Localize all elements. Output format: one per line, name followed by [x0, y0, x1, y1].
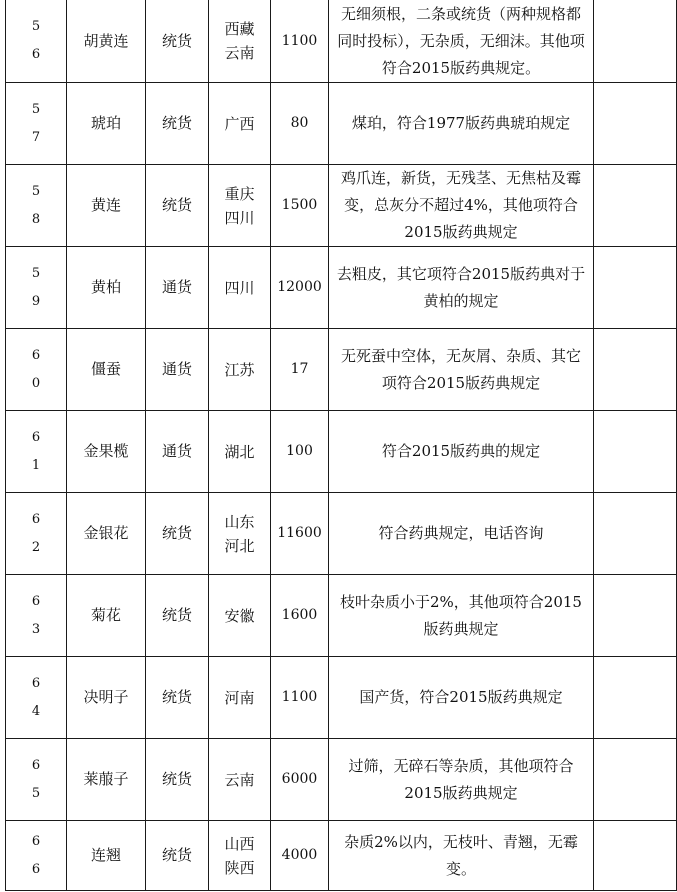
quantity: 17: [271, 329, 329, 411]
quantity: 6000: [271, 739, 329, 821]
table-row: [6, 329, 677, 411]
row-number-digit: 5: [31, 19, 41, 34]
remarks: [594, 821, 677, 891]
grade: 统货: [146, 739, 209, 821]
row-number-digit: 6: [31, 861, 41, 877]
quality-requirement: 去粗皮，其它项符合2015版药典对于黄柏的规定: [329, 247, 594, 329]
herb-procurement-table: [5, 0, 677, 891]
origin-place: 陕西: [224, 858, 255, 877]
quantity: 100: [271, 411, 329, 493]
row-number: [6, 165, 67, 247]
herb-name: 莱菔子: [67, 739, 146, 821]
origin-place: 云南: [224, 770, 255, 789]
herb-name: 菊花: [67, 575, 146, 657]
origin-place: 河北: [224, 536, 255, 555]
row-number: [6, 247, 67, 329]
row-number-digit: 6: [31, 511, 41, 527]
origin-place: 四川: [224, 278, 255, 297]
table-row: [6, 165, 677, 247]
grade: 通货: [146, 329, 209, 411]
origin: [209, 0, 271, 83]
table-body: [6, 0, 677, 891]
herb-name: 琥珀: [67, 83, 146, 165]
origin: [209, 165, 271, 247]
origin: [209, 493, 271, 575]
table-row: [6, 575, 677, 657]
herb-name: 胡黄连: [67, 0, 146, 83]
row-number-digit: 6: [31, 47, 41, 62]
row-number: [6, 657, 67, 739]
remarks: [594, 83, 677, 165]
quantity: 1100: [271, 657, 329, 739]
grade: 统货: [146, 83, 209, 165]
table-row: [6, 657, 677, 739]
origin: [209, 83, 271, 165]
origin: [209, 411, 271, 493]
row-number-digit: 0: [31, 375, 41, 391]
herb-name: 连翘: [67, 821, 146, 891]
origin-place: 河南: [224, 688, 255, 707]
origin-place: 安徽: [224, 606, 255, 625]
table-row: [6, 83, 677, 165]
table-row: [6, 821, 677, 891]
herb-name: 金果榄: [67, 411, 146, 493]
origin-place: 西藏: [224, 20, 255, 38]
herb-name: 僵蚕: [67, 329, 146, 411]
origin-place: 山东: [224, 512, 255, 531]
remarks: [594, 657, 677, 739]
origin: [209, 821, 271, 891]
quantity: 80: [271, 83, 329, 165]
origin-place: 广西: [224, 114, 255, 133]
row-number-digit: 6: [31, 675, 41, 691]
quality-requirement: 国产货，符合2015版药典规定: [329, 657, 594, 739]
quantity: 1600: [271, 575, 329, 657]
grade: 统货: [146, 575, 209, 657]
grade: 统货: [146, 657, 209, 739]
quality-requirement: 鸡爪连，新货，无残茎、无焦枯及霉变，总灰分不超过4%，其他项符合2015版药典规定: [329, 165, 594, 247]
row-number-digit: 1: [31, 457, 41, 473]
row-number-digit: 3: [31, 621, 41, 637]
origin-place: 山西: [224, 834, 255, 853]
quality-requirement: 煤珀，符合1977版药典琥珀规定: [329, 83, 594, 165]
table-row: [6, 739, 677, 821]
table-row: [6, 0, 677, 83]
row-number-digit: 6: [31, 429, 41, 445]
herb-name: 金银花: [67, 493, 146, 575]
table-row: [6, 411, 677, 493]
quality-requirement: 无死蚕中空体，无灰屑、杂质、其它项符合2015版药典规定: [329, 329, 594, 411]
origin: [209, 657, 271, 739]
remarks: [594, 411, 677, 493]
quality-requirement: 枝叶杂质小于2%，其他项符合2015版药典规定: [329, 575, 594, 657]
row-number: [6, 739, 67, 821]
row-number-digit: 6: [31, 347, 41, 363]
row-number-digit: 6: [31, 757, 41, 773]
grade: 统货: [146, 0, 209, 83]
remarks: [594, 165, 677, 247]
grade: 通货: [146, 411, 209, 493]
remarks: [594, 247, 677, 329]
quality-requirement: 符合2015版药典的规定: [329, 411, 594, 493]
origin-place: 四川: [224, 208, 255, 227]
quantity: 4000: [271, 821, 329, 891]
origin-place: 湖北: [224, 442, 255, 461]
row-number: [6, 83, 67, 165]
quantity: 1500: [271, 165, 329, 247]
row-number: [6, 821, 67, 891]
grade: 统货: [146, 493, 209, 575]
quality-requirement: 过筛，无碎石等杂质，其他项符合2015版药典规定: [329, 739, 594, 821]
row-number-digit: 7: [31, 129, 41, 145]
row-number-digit: 5: [31, 183, 41, 199]
row-number: [6, 329, 67, 411]
row-number: [6, 411, 67, 493]
row-number-digit: 5: [31, 265, 41, 281]
origin-place: 重庆: [224, 184, 255, 203]
grade: 统货: [146, 165, 209, 247]
remarks: [594, 739, 677, 821]
row-number-digit: 8: [31, 211, 41, 227]
quality-requirement: 杂质2%以内，无枝叶、青翘，无霉变。: [329, 821, 594, 891]
row-number-digit: 4: [31, 703, 41, 719]
row-number-digit: 5: [31, 785, 41, 801]
row-number: [6, 493, 67, 575]
row-number-digit: 6: [31, 833, 41, 849]
table-row: [6, 493, 677, 575]
origin-place: 江苏: [224, 360, 255, 379]
row-number-digit: 6: [31, 593, 41, 609]
origin: [209, 329, 271, 411]
remarks: [594, 0, 677, 83]
table-row: [6, 247, 677, 329]
quality-requirement: 无细须根，二条或统货（两种规格都同时投标），无杂质，无细沫。其他项符合2015版药典规定。: [329, 0, 594, 83]
origin-place: 云南: [224, 44, 255, 62]
herb-name: 决明子: [67, 657, 146, 739]
row-number-digit: 2: [31, 539, 41, 555]
herb-name: 黄连: [67, 165, 146, 247]
quality-requirement: 符合药典规定，电话咨询: [329, 493, 594, 575]
quantity: 12000: [271, 247, 329, 329]
remarks: [594, 575, 677, 657]
remarks: [594, 493, 677, 575]
quantity: 1100: [271, 0, 329, 83]
origin: [209, 575, 271, 657]
row-number-digit: 5: [31, 101, 41, 117]
row-number-digit: 9: [31, 293, 41, 309]
origin: [209, 739, 271, 821]
row-number: [6, 575, 67, 657]
grade: 通货: [146, 247, 209, 329]
row-number: [6, 0, 67, 83]
remarks: [594, 329, 677, 411]
quantity: 11600: [271, 493, 329, 575]
origin: [209, 247, 271, 329]
grade: 统货: [146, 821, 209, 891]
herb-name: 黄柏: [67, 247, 146, 329]
